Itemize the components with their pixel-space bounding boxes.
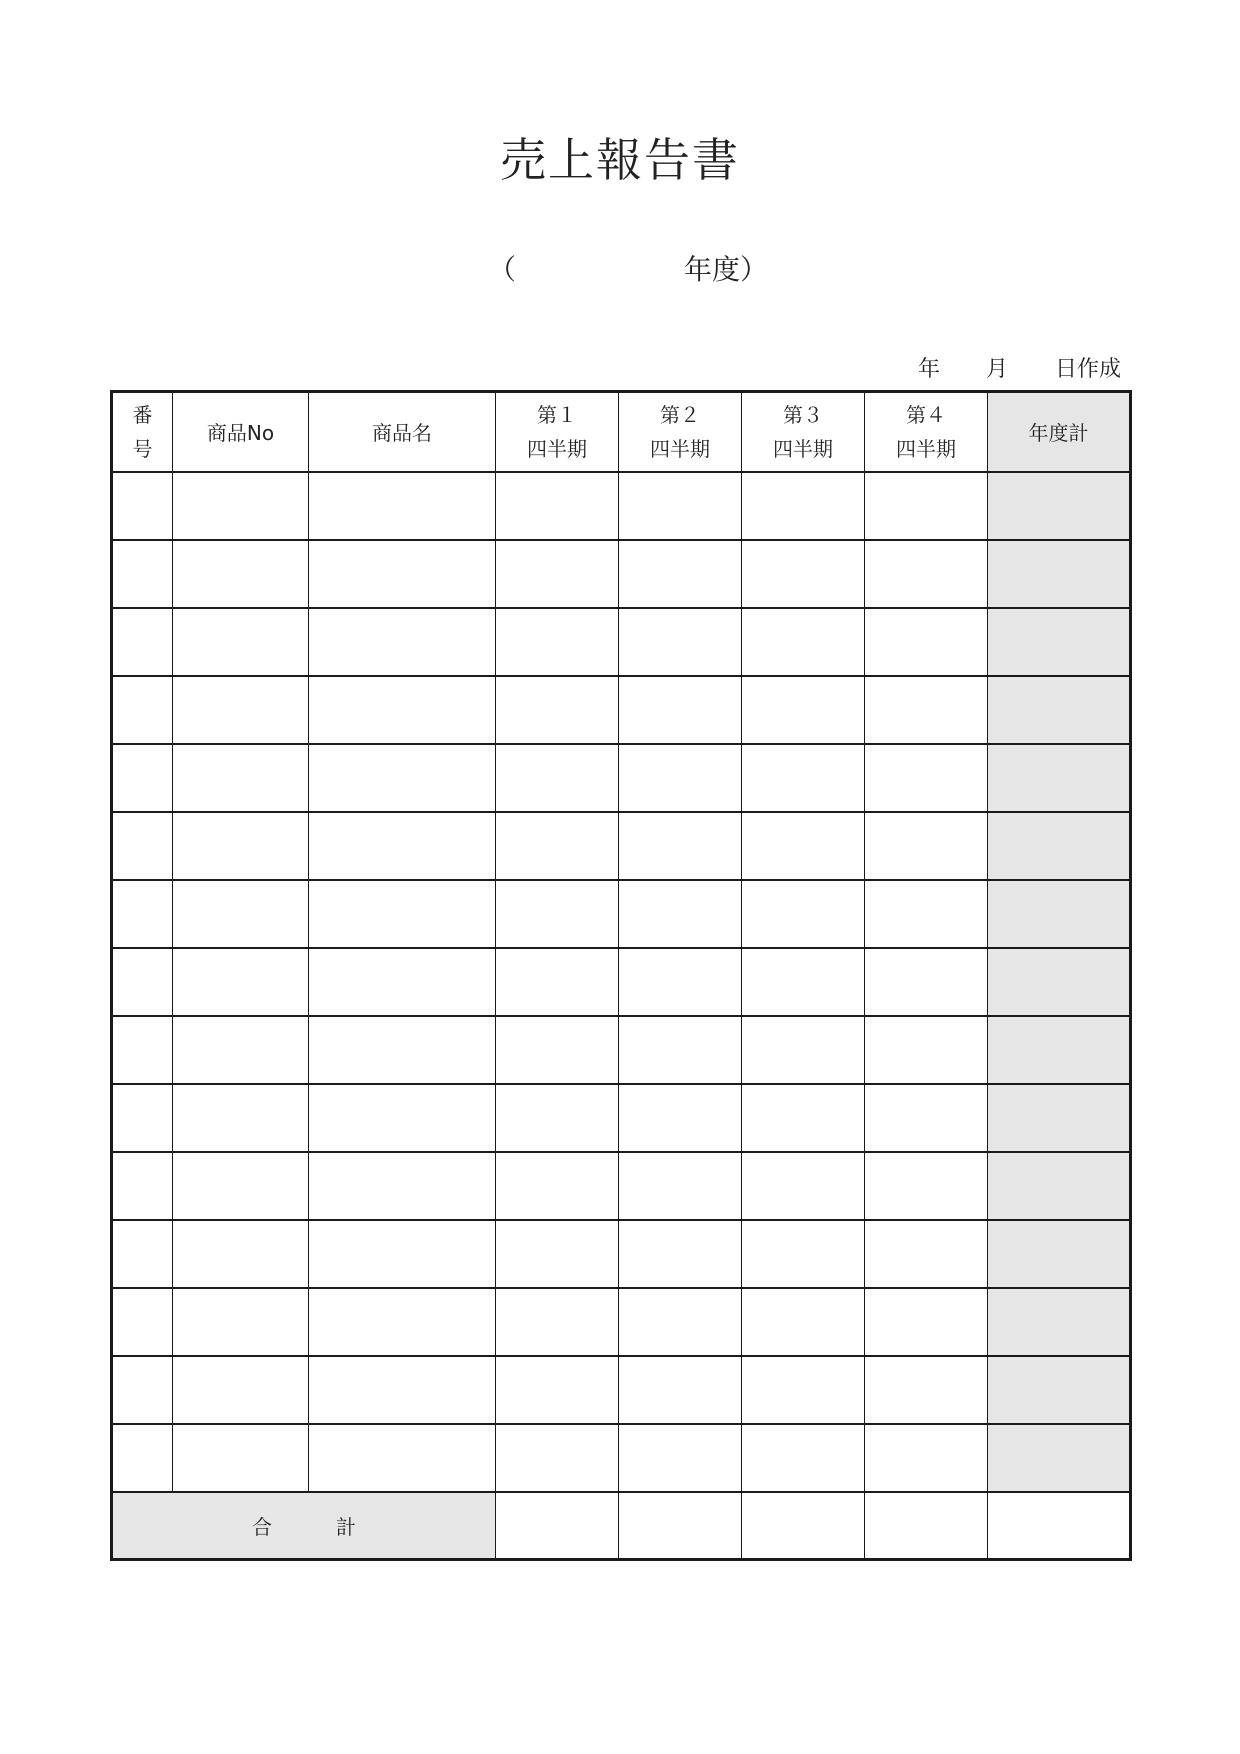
number-cell[interactable] <box>112 880 173 948</box>
q3-cell[interactable] <box>742 1288 865 1356</box>
q3-cell[interactable] <box>742 676 865 744</box>
annual-total-cell[interactable] <box>988 1084 1131 1152</box>
q1-cell[interactable] <box>496 472 619 540</box>
q2-cell[interactable] <box>619 1356 742 1424</box>
annual-total-cell[interactable] <box>988 608 1131 676</box>
product-no-cell[interactable] <box>173 608 309 676</box>
table-row <box>112 1016 1131 1084</box>
table-row <box>112 1220 1131 1288</box>
q2-cell[interactable] <box>619 1220 742 1288</box>
table-row <box>112 540 1131 608</box>
product-name-cell[interactable] <box>309 744 496 812</box>
q4-cell[interactable] <box>865 608 988 676</box>
annual-total-cell[interactable] <box>988 1016 1131 1084</box>
annual-total-cell[interactable] <box>988 1356 1131 1424</box>
table-row <box>112 1424 1131 1492</box>
q2-cell[interactable] <box>619 540 742 608</box>
total-annual-cell[interactable] <box>988 1492 1131 1560</box>
number-cell[interactable] <box>112 608 173 676</box>
annual-total-cell[interactable] <box>988 472 1131 540</box>
q2-cell[interactable] <box>619 472 742 540</box>
q1-cell[interactable] <box>496 540 619 608</box>
q2-cell[interactable] <box>619 676 742 744</box>
header-number: 番 号 <box>112 392 173 472</box>
header-q3: 第３ 四半期 <box>742 392 865 472</box>
q1-cell[interactable] <box>496 1152 619 1220</box>
annual-total-cell[interactable] <box>988 880 1131 948</box>
q3-cell[interactable] <box>742 1424 865 1492</box>
q4-cell[interactable] <box>865 948 988 1016</box>
q4-cell[interactable] <box>865 676 988 744</box>
total-q2-cell[interactable] <box>619 1492 742 1560</box>
table-row <box>112 880 1131 948</box>
fiscal-year-line <box>0 250 1240 290</box>
fiscal-year-open-paren: （ <box>488 253 517 286</box>
q1-cell[interactable] <box>496 880 619 948</box>
q3-cell[interactable] <box>742 880 865 948</box>
number-cell[interactable] <box>112 744 173 812</box>
total-q4-cell[interactable] <box>865 1492 988 1560</box>
q3-cell[interactable] <box>742 1220 865 1288</box>
date-month-label: 月 <box>986 357 1009 382</box>
sales-report-table <box>110 390 1132 1561</box>
product-no-cell[interactable] <box>173 1424 309 1492</box>
total-q3-cell[interactable] <box>742 1492 865 1560</box>
q2-cell[interactable] <box>619 608 742 676</box>
annual-total-cell[interactable] <box>988 540 1131 608</box>
q3-cell[interactable] <box>742 1084 865 1152</box>
q4-cell[interactable] <box>865 1288 988 1356</box>
q1-cell[interactable] <box>496 1356 619 1424</box>
product-no-cell[interactable] <box>173 1152 309 1220</box>
product-name-cell[interactable] <box>309 472 496 540</box>
q1-cell[interactable] <box>496 812 619 880</box>
number-cell[interactable] <box>112 1220 173 1288</box>
product-no-cell[interactable] <box>173 880 309 948</box>
q1-cell[interactable] <box>496 608 619 676</box>
table-row <box>112 744 1131 812</box>
header-q1: 第１ 四半期 <box>496 392 619 472</box>
annual-total-cell[interactable] <box>988 1220 1131 1288</box>
date-created-label: 日作成 <box>1055 357 1122 382</box>
q2-cell[interactable] <box>619 1152 742 1220</box>
q3-cell[interactable] <box>742 812 865 880</box>
table-row <box>112 1356 1131 1424</box>
q1-cell[interactable] <box>496 1016 619 1084</box>
q2-cell[interactable] <box>619 1016 742 1084</box>
number-cell[interactable] <box>112 1356 173 1424</box>
table-row <box>112 1084 1131 1152</box>
q1-cell[interactable] <box>496 1220 619 1288</box>
product-name-cell[interactable] <box>309 948 496 1016</box>
header-product-no: 商品No <box>173 392 309 472</box>
header-product-name: 商品名 <box>309 392 496 472</box>
product-no-cell[interactable] <box>173 1220 309 1288</box>
product-no-cell[interactable] <box>173 676 309 744</box>
q2-cell[interactable] <box>619 812 742 880</box>
date-year-label: 年 <box>918 357 941 382</box>
q2-cell[interactable] <box>619 744 742 812</box>
product-name-cell[interactable] <box>309 1424 496 1492</box>
q1-cell[interactable] <box>496 1424 619 1492</box>
q2-cell[interactable] <box>619 1424 742 1492</box>
product-name-cell[interactable] <box>309 1288 496 1356</box>
product-no-cell[interactable] <box>173 744 309 812</box>
product-no-cell[interactable] <box>173 472 309 540</box>
total-label: 合 計 <box>112 1492 496 1560</box>
product-no-cell[interactable] <box>173 1288 309 1356</box>
number-cell[interactable] <box>112 1424 173 1492</box>
table-row <box>112 472 1131 540</box>
q4-cell[interactable] <box>865 540 988 608</box>
product-name-cell[interactable] <box>309 880 496 948</box>
q2-cell[interactable] <box>619 880 742 948</box>
q1-cell[interactable] <box>496 948 619 1016</box>
q2-cell[interactable] <box>619 1288 742 1356</box>
product-name-cell[interactable] <box>309 608 496 676</box>
q3-cell[interactable] <box>742 948 865 1016</box>
product-no-cell[interactable] <box>173 1016 309 1084</box>
annual-total-cell[interactable] <box>988 1152 1131 1220</box>
table-row <box>112 948 1131 1016</box>
number-cell[interactable] <box>112 1288 173 1356</box>
table-row <box>112 608 1131 676</box>
q1-cell[interactable] <box>496 1084 619 1152</box>
product-name-cell[interactable] <box>309 1220 496 1288</box>
q4-cell[interactable] <box>865 1356 988 1424</box>
q3-cell[interactable] <box>742 744 865 812</box>
total-row <box>112 1492 1131 1560</box>
number-cell[interactable] <box>112 1152 173 1220</box>
q3-cell[interactable] <box>742 1016 865 1084</box>
product-no-cell[interactable] <box>173 1356 309 1424</box>
q1-cell[interactable] <box>496 676 619 744</box>
annual-total-cell[interactable] <box>988 948 1131 1016</box>
number-cell[interactable] <box>112 1016 173 1084</box>
q3-cell[interactable] <box>742 1356 865 1424</box>
table-row <box>112 1152 1131 1220</box>
total-q1-cell[interactable] <box>496 1492 619 1560</box>
number-cell[interactable] <box>112 1084 173 1152</box>
header-q2: 第２ 四半期 <box>619 392 742 472</box>
number-cell[interactable] <box>112 472 173 540</box>
product-name-cell[interactable] <box>309 1356 496 1424</box>
annual-total-cell[interactable] <box>988 1288 1131 1356</box>
annual-total-cell[interactable] <box>988 676 1131 744</box>
q1-cell[interactable] <box>496 744 619 812</box>
number-cell[interactable] <box>112 540 173 608</box>
product-name-cell[interactable] <box>309 812 496 880</box>
q2-cell[interactable] <box>619 948 742 1016</box>
product-name-cell[interactable] <box>309 1084 496 1152</box>
q3-cell[interactable] <box>742 1152 865 1220</box>
q4-cell[interactable] <box>865 1084 988 1152</box>
table-row <box>112 812 1131 880</box>
q3-cell[interactable] <box>742 540 865 608</box>
q4-cell[interactable] <box>865 1016 988 1084</box>
header-q4: 第４ 四半期 <box>865 392 988 472</box>
number-cell[interactable] <box>112 812 173 880</box>
q1-cell[interactable] <box>496 1288 619 1356</box>
table-row <box>112 1288 1131 1356</box>
table-row <box>112 676 1131 744</box>
q3-cell[interactable] <box>742 472 865 540</box>
product-no-cell[interactable] <box>173 948 309 1016</box>
q4-cell[interactable] <box>865 472 988 540</box>
product-no-cell[interactable] <box>173 812 309 880</box>
annual-total-cell[interactable] <box>988 744 1131 812</box>
q4-cell[interactable] <box>865 812 988 880</box>
document-title: 売上報告書 <box>500 133 740 187</box>
fiscal-year-label: 年度） <box>684 253 769 286</box>
number-cell[interactable] <box>112 676 173 744</box>
product-name-cell[interactable] <box>309 540 496 608</box>
header-row <box>112 392 1131 472</box>
annual-total-cell[interactable] <box>988 812 1131 880</box>
q4-cell[interactable] <box>865 1152 988 1220</box>
number-cell[interactable] <box>112 948 173 1016</box>
q3-cell[interactable] <box>742 608 865 676</box>
q4-cell[interactable] <box>865 744 988 812</box>
product-name-cell[interactable] <box>309 1152 496 1220</box>
q4-cell[interactable] <box>865 880 988 948</box>
q4-cell[interactable] <box>865 1220 988 1288</box>
product-no-cell[interactable] <box>173 540 309 608</box>
annual-total-cell[interactable] <box>988 1424 1131 1492</box>
created-date-line <box>0 352 1240 388</box>
product-name-cell[interactable] <box>309 1016 496 1084</box>
product-no-cell[interactable] <box>173 1084 309 1152</box>
q4-cell[interactable] <box>865 1424 988 1492</box>
q2-cell[interactable] <box>619 1084 742 1152</box>
header-annual-total: 年度計 <box>988 392 1131 472</box>
product-name-cell[interactable] <box>309 676 496 744</box>
